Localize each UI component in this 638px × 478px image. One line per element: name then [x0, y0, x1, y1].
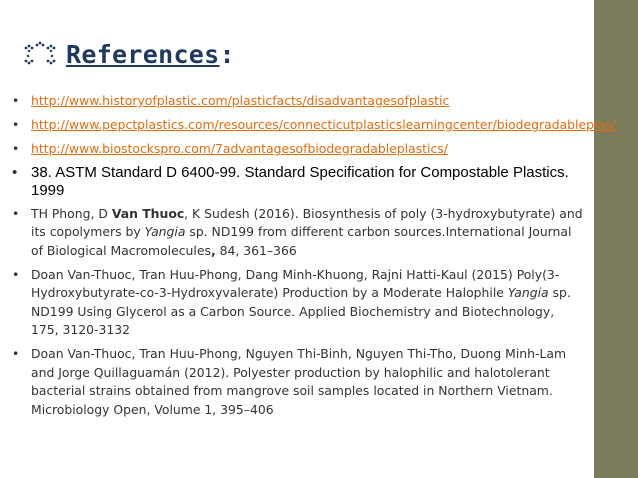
reference-doan-2012 [12, 345, 584, 419]
title-text: References [66, 39, 220, 69]
ref-text: Doan Van-Thuoc, Tran Huu-Phong, Nguyen Thi-Binh, Nguyen Thi-Tho, Duong Minh-Lam and Jorge Quillaguamán (2012). Polyester production by halophilic and halotolerant bacterial strains obtained from mangrove soil samples located in Northern Vietnam. Microbiology Open, Volume 1, 395–406 [31, 346, 567, 417]
title-colon: : [219, 39, 235, 69]
reference-link-pepct-plastics[interactable] [12, 116, 616, 135]
ref-text: sp. ND199 from different carbon sources.International Journal of Biological Macromolecules [31, 224, 572, 258]
link-history-of-plastic[interactable]: http://www.historyofplastic.com/plasticfacts/disadvantagesofplastic [31, 93, 450, 108]
link-pepct-plastics[interactable]: http://www.pepctplastics.com/resources/connecticutplasticslearningcenter/biodegradableplas/ [31, 117, 616, 132]
link-biostockspro[interactable]: http://www.biostockspro.com/7advantagesofbiodegradableplastics/ [31, 141, 448, 156]
ref-text: sp. ND199 Using Glycerol as a Carbon Source. Applied Biochemistry and Biotechnology, 175, 3120-3132 [31, 285, 571, 337]
reference-link-biostockspro[interactable] [12, 140, 584, 159]
astm-text: 38. ASTM Standard D 6400-99. Standard Specification for Compostable Plastics. 1999 [31, 164, 569, 199]
reference-phong-2016 [12, 205, 584, 261]
ref-text: , K Sudesh (2016). Biosynthesis of poly (3-hydroxybutyrate) and its copolymers by [31, 205, 583, 239]
ref-text: Doan Van-Thuoc, Tran Huu-Phong, Dang Minh-Khuong, Rajni Hatti-Kaul (2015) Poly(3-Hydroxybutyrate-co-3-Hydroxyvalerate) Production by a Moderate Halophile [31, 266, 560, 300]
reference-astm-standard [12, 164, 584, 199]
ref-text: 84, 361–366 [215, 242, 297, 258]
ref-genus-italic: Yangia [507, 285, 549, 300]
ref-text: TH Phong, D [31, 205, 112, 221]
page-title [66, 40, 235, 69]
ref-genus-italic: Yangia [144, 224, 186, 239]
title-row [22, 34, 235, 74]
references-list [12, 92, 616, 425]
dotted-arcs-icon [22, 39, 58, 69]
reference-link-history-of-plastic[interactable] [12, 92, 584, 111]
side-accent-band [594, 0, 638, 478]
reference-doan-2015 [12, 266, 584, 340]
ref-author-bold: Van Thuoc [111, 205, 185, 221]
ref-bold-comma: , [210, 242, 216, 258]
